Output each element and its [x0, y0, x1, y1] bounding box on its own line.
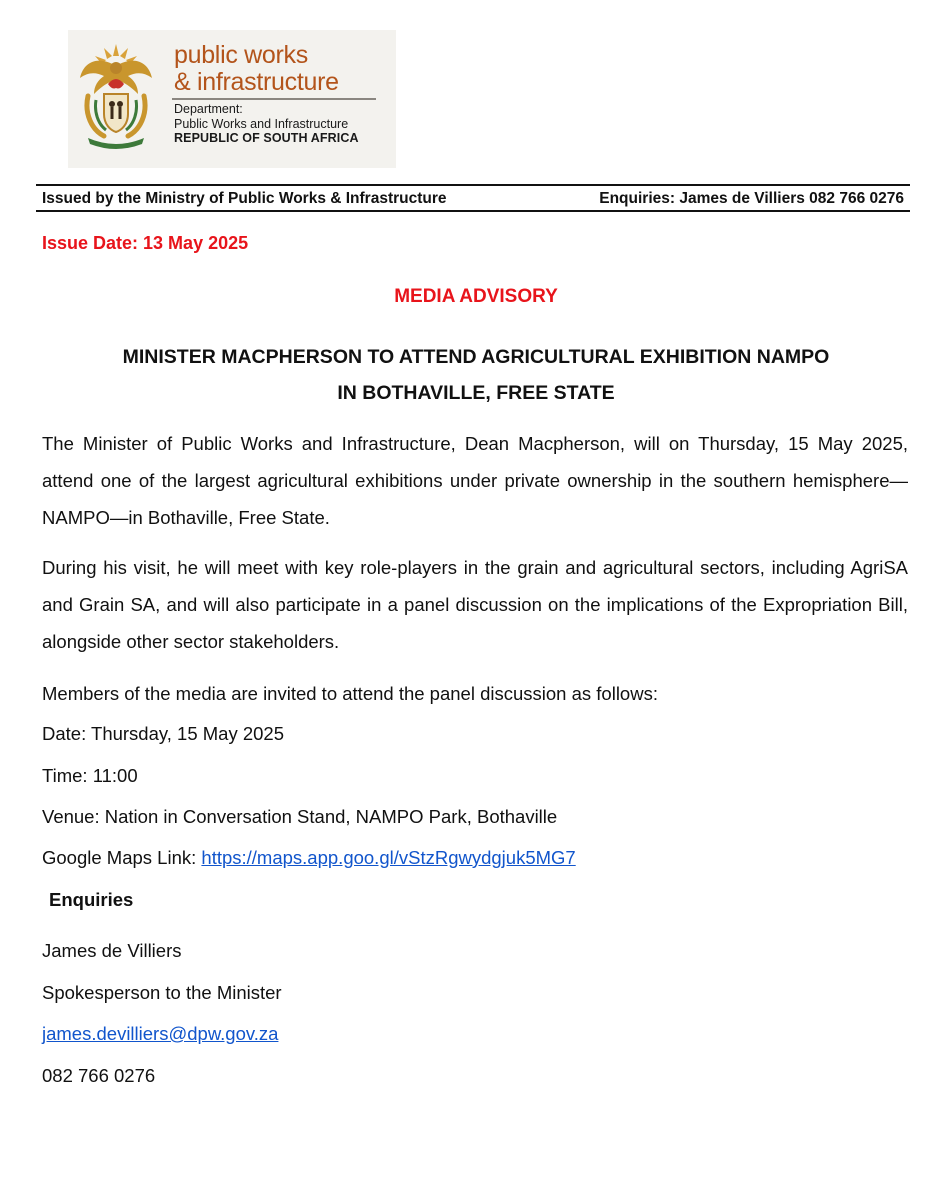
- brand-divider: [172, 98, 376, 100]
- event-venue: Venue: Nation in Conversation Stand, NAMPO Park, Bothaville: [42, 806, 558, 827]
- dept-line-2: Public Works and Infrastructure: [174, 116, 349, 131]
- media-invite-text: Members of the media are invited to attend the panel discussion as follows:: [42, 683, 658, 704]
- issue-date: Issue Date: 13 May 2025: [42, 233, 249, 253]
- event-date: Date: Thursday, 15 May 2025: [42, 723, 285, 744]
- maps-link-label: Google Maps Link:: [42, 847, 202, 868]
- enquiries-heading: Enquiries: [49, 889, 134, 910]
- maps-link-row: [42, 846, 576, 870]
- spokesperson-phone: 082 766 0276: [42, 1065, 156, 1086]
- department-letterhead: [68, 30, 396, 168]
- headline: [30, 339, 922, 411]
- spokesperson-email-link[interactable]: james.devilliers@dpw.gov.za: [42, 1023, 279, 1044]
- event-time: Time: 11:00: [42, 765, 138, 786]
- paragraph-intro: The Minister of Public Works and Infrastructure, Dean Macpherson, will on Thursday, 15 May 2025, attend one of the largest agricultural exhibitions under private ownership in the southern hemisphere—NAMPO—in Bothaville, Free State.: [42, 433, 908, 528]
- headline-line-1: MINISTER MACPHERSON TO ATTEND AGRICULTURAL EXHIBITION NAMPO: [122, 346, 830, 368]
- brand-line-1: public works: [174, 41, 308, 69]
- dept-line-3: REPUBLIC OF SOUTH AFRICA: [174, 131, 359, 145]
- issued-by-text: Issued by the Ministry of Public Works & Infrastructure: [42, 190, 447, 207]
- media-advisory-label: MEDIA ADVISORY: [394, 286, 558, 307]
- department-brand-name: [174, 42, 339, 96]
- department-descriptor: [174, 102, 359, 146]
- enquiries-contact-text: Enquiries: James de Villiers 082 766 0276: [599, 190, 904, 207]
- issued-by-bar: [36, 184, 910, 212]
- spokesperson-name: James de Villiers: [42, 940, 182, 961]
- spokesperson-email-row: [42, 1022, 278, 1046]
- paragraph-visit: During his visit, he will meet with key role-players in the grain and agricultural sectors, including AgriSA and Grain SA, and will also participate in a panel discussion on the implications of the Expropriation Bill, alongside other sector stakeholders.: [42, 557, 908, 652]
- headline-line-2: IN BOTHAVILLE, FREE STATE: [337, 382, 615, 404]
- brand-line-2: & infrastructure: [174, 68, 339, 96]
- coat-of-arms-emblem: [74, 38, 158, 150]
- google-maps-link[interactable]: https://maps.app.goo.gl/vStzRgwydgjuk5MG7: [201, 847, 576, 868]
- dept-line-1: Department:: [174, 102, 243, 116]
- spokesperson-role: Spokesperson to the Minister: [42, 982, 282, 1003]
